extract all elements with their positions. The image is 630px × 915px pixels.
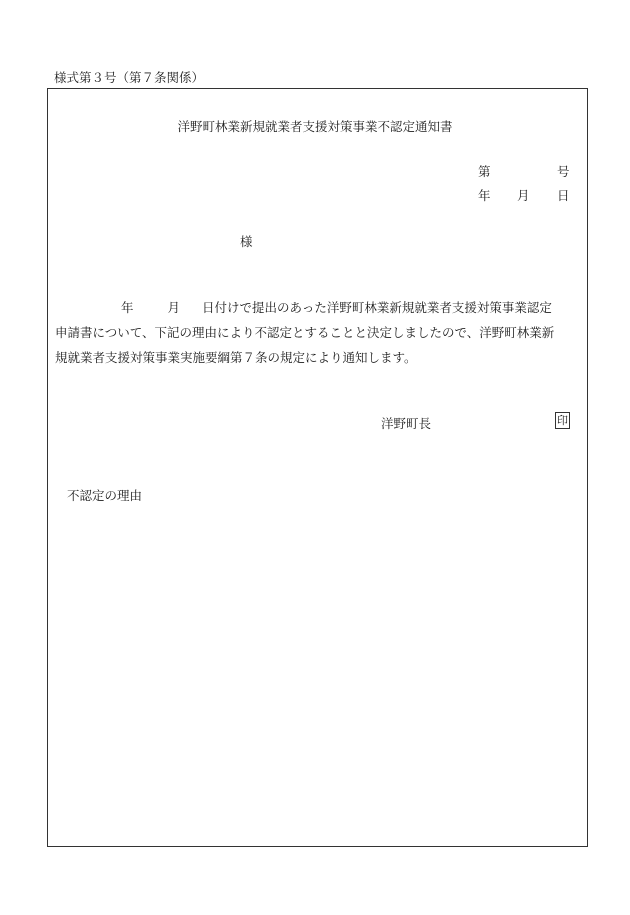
signer-title: 洋野町長: [381, 416, 432, 431]
doc-number-suffix: 号: [557, 164, 570, 179]
body-line-1-text: 日付けで提出のあった洋野町林業新規就業者支援対策事業認定: [202, 300, 552, 315]
body-line-3: 規就業者支援対策事業実施要綱第７条の規定により通知します。: [55, 350, 417, 365]
reason-label: 不認定の理由: [67, 488, 143, 503]
date-day: 日: [557, 188, 570, 203]
addressee-suffix: 様: [240, 234, 253, 249]
document-title: 洋野町林業新規就業者支援対策事業不認定通知書: [177, 119, 453, 134]
date-month: 月: [517, 188, 530, 203]
date-year: 年: [478, 188, 491, 203]
body-month: 月: [167, 300, 181, 315]
body-line-2: 申請書について、下記の理由により不認定とすることと決定しましたので、洋野町林業新: [55, 325, 555, 340]
doc-number-prefix: 第: [478, 164, 491, 179]
body-line-1: [55, 298, 589, 316]
body-year: 年: [121, 300, 134, 315]
document-frame: [47, 88, 588, 847]
seal-mark: 印: [557, 414, 568, 427]
form-number: 様式第３号（第７条関係）: [54, 70, 205, 85]
